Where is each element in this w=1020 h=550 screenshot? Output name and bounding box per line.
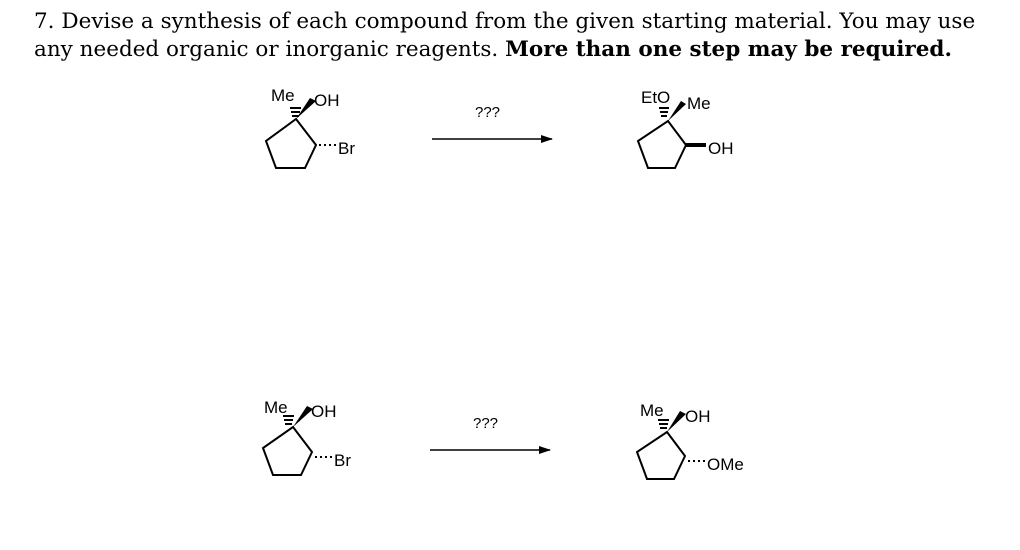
- question-number: 7.: [34, 9, 55, 34]
- bold-wedge-bond: [667, 411, 686, 432]
- cyclopentane-ring: [638, 121, 686, 168]
- product-molecule-2: [637, 401, 744, 479]
- label-oh: OH: [685, 407, 711, 426]
- reagent-label-2: ???: [473, 415, 499, 432]
- hashed-wedge-bond: [283, 416, 294, 424]
- hashed-wedge-bond: [658, 420, 669, 428]
- product-molecule-1: [638, 88, 734, 168]
- label-me: Me: [640, 401, 664, 420]
- start-molecule-1: [266, 86, 355, 168]
- reaction-2: [263, 398, 744, 479]
- reagent-label-1: ???: [475, 104, 501, 121]
- label-me: Me: [271, 86, 295, 105]
- label-oh: OH: [314, 91, 340, 110]
- label-me: Me: [687, 94, 711, 113]
- label-me: Me: [264, 398, 288, 417]
- start-molecule-2: [263, 398, 351, 475]
- label-oh: OH: [708, 139, 734, 158]
- bold-wedge-bond: [293, 406, 313, 427]
- bold-wedge-bond: [668, 101, 686, 121]
- cyclopentane-ring: [637, 432, 685, 479]
- label-ome: OMe: [707, 455, 744, 474]
- label-br: Br: [338, 139, 355, 158]
- hashed-wedge-bond: [659, 108, 669, 116]
- reaction-1: [266, 86, 734, 168]
- question-body: Devise a synthesis of each compound from the given starting material. You may use any needed organic or inorganic reagents.: [34, 9, 976, 62]
- label-eto: EtO: [641, 88, 671, 107]
- question-emphasis: More than one step may be required.: [505, 37, 952, 62]
- label-oh: OH: [311, 402, 337, 421]
- cyclopentane-ring: [263, 427, 312, 475]
- label-br: Br: [334, 451, 351, 470]
- cyclopentane-ring: [266, 119, 316, 168]
